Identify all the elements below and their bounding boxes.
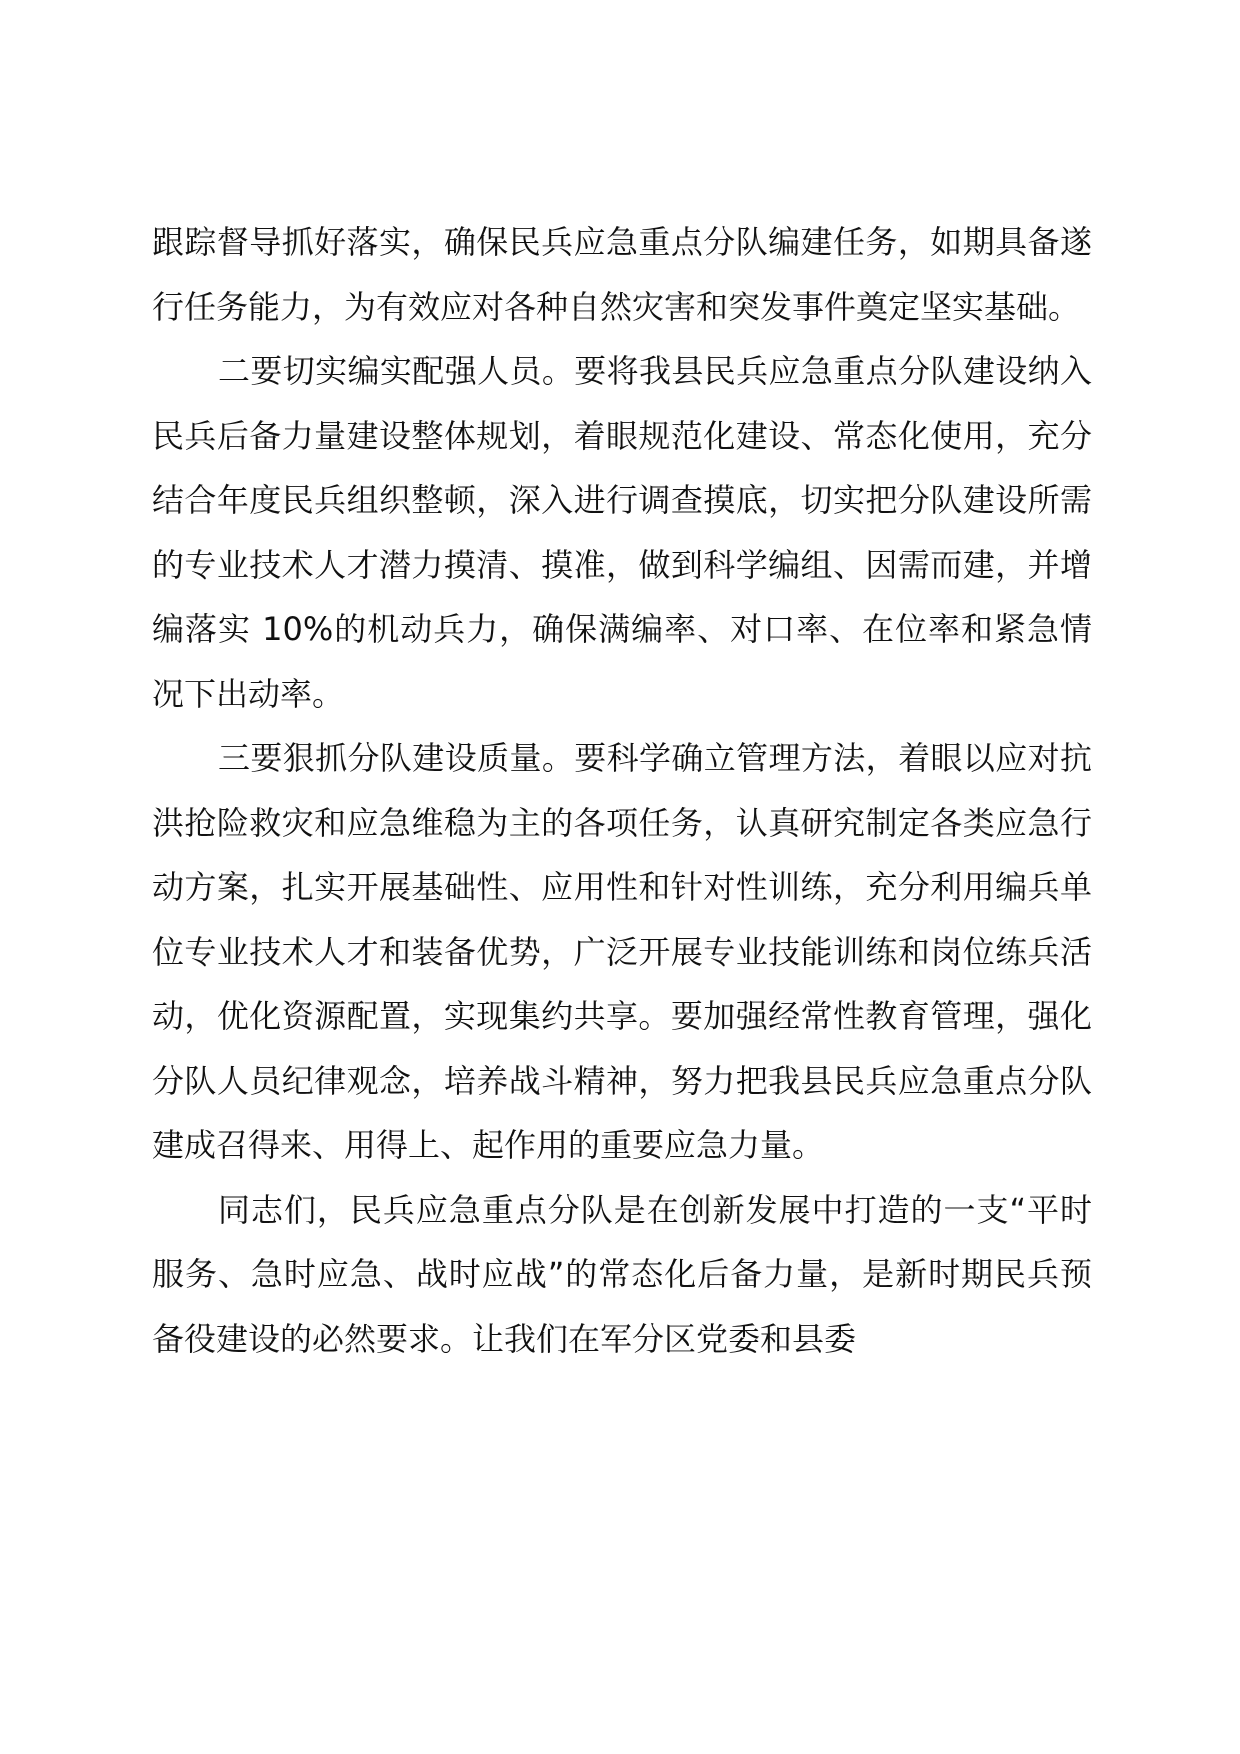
paragraph-quality: 三要狠抓分队建设质量。要科学确立管理方法，着眼以应对抗洪抢险救灾和应急维稳为主的各项任务，认真研究制定各类应急行动方案，扎实开展基础性、应用性和针对性训练，充分利用编兵单位专业技术人才和装备优势，广泛开展专业技能训练和岗位练兵活动，优化资源配置，实现集约共享。要加强经常性教育管理，强化分队人员纪律观念，培养战斗精神，努力把我县民兵应急重点分队建成召得来、用得上、起作用的重要应急力量。 [152,739,1092,1164]
paragraph-continuation: 跟踪督导抓好落实，确保民兵应急重点分队编建任务，如期具备遂行任务能力，为有效应对各种自然灾害和突发事件奠定坚实基础。 [152,223,1092,326]
paragraph-closing: 同志们，民兵应急重点分队是在创新发展中打造的一支“平时服务、急时应急、战时应战”的常态化后备力量，是新时期民兵预备役建设的必然要求。让我们在军分区党委和县委 [152,1190,1092,1358]
document-body [152,210,1092,1371]
paragraph-staffing: 二要切实编实配强人员。要将我县民兵应急重点分队建设纳入民兵后备力量建设整体规划，着眼规范化建设、常态化使用，充分结合年度民兵组织整顿，深入进行调查摸底，切实把分队建设所需的专业技术人才潜力摸清、摸准，做到科学编组、因需而建，并增编落实 10%的机动兵力，确保满编率、对口率、在位率和紧急情况下出动率。 [152,352,1092,713]
